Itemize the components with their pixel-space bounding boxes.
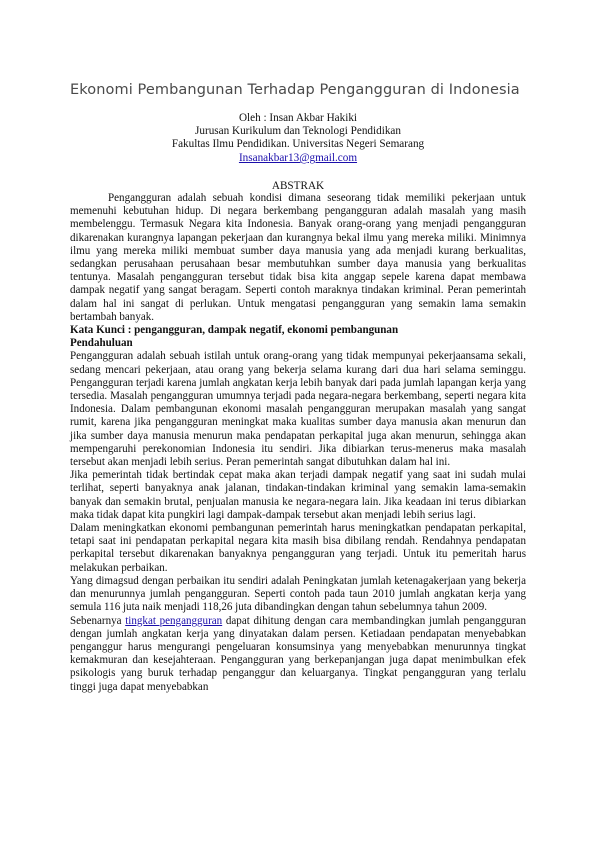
document-body	[70, 192, 526, 694]
abstract-paragraph: Pengangguran adalah sebuah kondisi dimana seseorang tidak memiliki pekerjaan untuk memenuhi kebutuhan hidup. Di negara berkembang pengangguran adalah masalah yang masih membelenggu. Termasuk Negara kita Indonesia. Banyak orang-orang yang menjadi pengangguran dikarenakan kurangnya lapangan pekerjaan dan kurangnya bekal ilmu yang mereka miliki. Minimnya ilmu yang mereka miliki membuat sumber daya manusia yang ada menjadi kurang berkualitas, sedangkan perusahaan perusahaan besar membutuhkan sumber daya manusia yang berkualitas tentunya. Masalah pengangguran tersebut tidak bisa kita anggap sepele karena dapat membawa dampak negatif yang sangat beragam. Seperti contoh maraknya tindakan kriminal. Peran pemerintah dalam hal ini sangat di perlukan. Untuk mengatasi pengangguran yang semakin lama semakin bertambah banyak.	[70, 192, 526, 323]
paper-title: Ekonomi Pembangunan Terhadap Pengangguran di Indonesia	[70, 82, 520, 98]
paragraph-5-start: Sebenarnya	[70, 614, 126, 627]
body-paragraph-3: Dalam meningkatkan ekonomi pembangunan pemerintah harus meningkatkan pendapatan perkapital, tetapi saat ini pendapatan perkapital negara kita masih bisa dibilang rendah. Rendahnya pendapatan perkapital tersebut dikarenakan banyaknya pengangguran yang terjadi. Untuk itu pemeritah harus melakukan perbaikan.	[70, 522, 526, 574]
body-paragraph-2: Jika pemerintah tidak bertindak cepat maka akan terjadi dampak negatif yang saat ini sudah mulai terlihat, seperti banyaknya anak jalanan, tindakan-tindakan kriminal yang semakin lama-semakin banyak dan semakin brutal, penjualan manusia ke negara-negara lain. Jika keadaan ini terus dibiarkan maka tidak dapat kita pungkiri lagi dampak-dampak tersebut akan menjadi lebih serius lagi.	[70, 469, 526, 521]
abstract-heading: ABSTRAK	[271, 180, 325, 192]
author-line: Oleh : Insan Akbar Hakiki	[238, 112, 358, 124]
affiliation-department: Jurusan Kurikulum dan Teknologi Pendidikan	[195, 125, 401, 137]
affiliation-faculty: Fakultas Ilmu Pendidikan. Universitas Negeri Semarang	[171, 138, 425, 150]
section-heading-pendahuluan: Pendahuluan	[70, 337, 133, 350]
tingkat-pengangguran-link[interactable]: tingkat pengangguran	[125, 614, 223, 627]
body-paragraph-1: Pengangguran adalah sebuah istilah untuk orang-orang yang tidak mempunyai pekerjaansama sekali, sedang mencari pekerjaan, atau orang yang bekerja selama kurang dari dua hari selama seminggu. Pengangguran terjadi karena jumlah angkatan kerja lebih banyak dari pada jumlah lapangan kerja yang tersedia. Masalah pengangguran umumnya terjadi pada negara-negara berkembang, seperti negara kita Indonesia. Dalam pembangunan ekonomi masalah pengangguran merupakan masalah yang sangat rumit, karena jika pengangguran meningkat maka kualitas sumber daya manusia akan menurun dan jika sumber daya manusia menurun maka pendapatan perkapital juga akan menurun, sehingga akan mempengaruhi perekonomian Indonesia itu sendiri. Jika dibiarkan terus-menerus maka masalah tersebut akan menjadi lebih serius. Peran pemerintah sangat dibutuhkan dalam hal ini.	[70, 350, 526, 469]
body-paragraph-4: Yang dimagsud dengan perbaikan itu sendiri adalah Peningkatan jumlah ketenagakerjaan yang bekerja dan menurunnya jumlah pengangguran. Seperti contoh pada taun 2010 jumlah angkatan kerja yang semula 116 juta naik menjadi 118,26 juta dibandingkan dengan tahun sebelumnya tahun 2009.	[70, 574, 526, 614]
keywords-line: Kata Kunci : pengangguran, dampak negatif, ekonomi pembangunan	[70, 324, 399, 337]
email-link[interactable]: Insanakbar13@gmail.com	[238, 152, 358, 164]
paragraph-5-rest: dapat dihitung dengan cara membandingkan jumlah pengangguran dengan jumlah angkatan kerja yang dinyatakan dalam persen. Ketiadaan pendapatan menyebabkan penganggur harus mengurangi pengeluaran konsumsinya yang menyebabkan menurunnya tingkat kemakmuran dan kesejahteraan. Pengangguran yang berkepanjangan juga dapat menimbulkan efek psikologis yang buruk terhadap penganggur dan keluarganya. Tingkat pengangguran yang terlalu tinggi juga dapat menyebabkan	[70, 614, 526, 693]
body-paragraph-5	[70, 615, 526, 694]
email-line	[70, 152, 526, 165]
